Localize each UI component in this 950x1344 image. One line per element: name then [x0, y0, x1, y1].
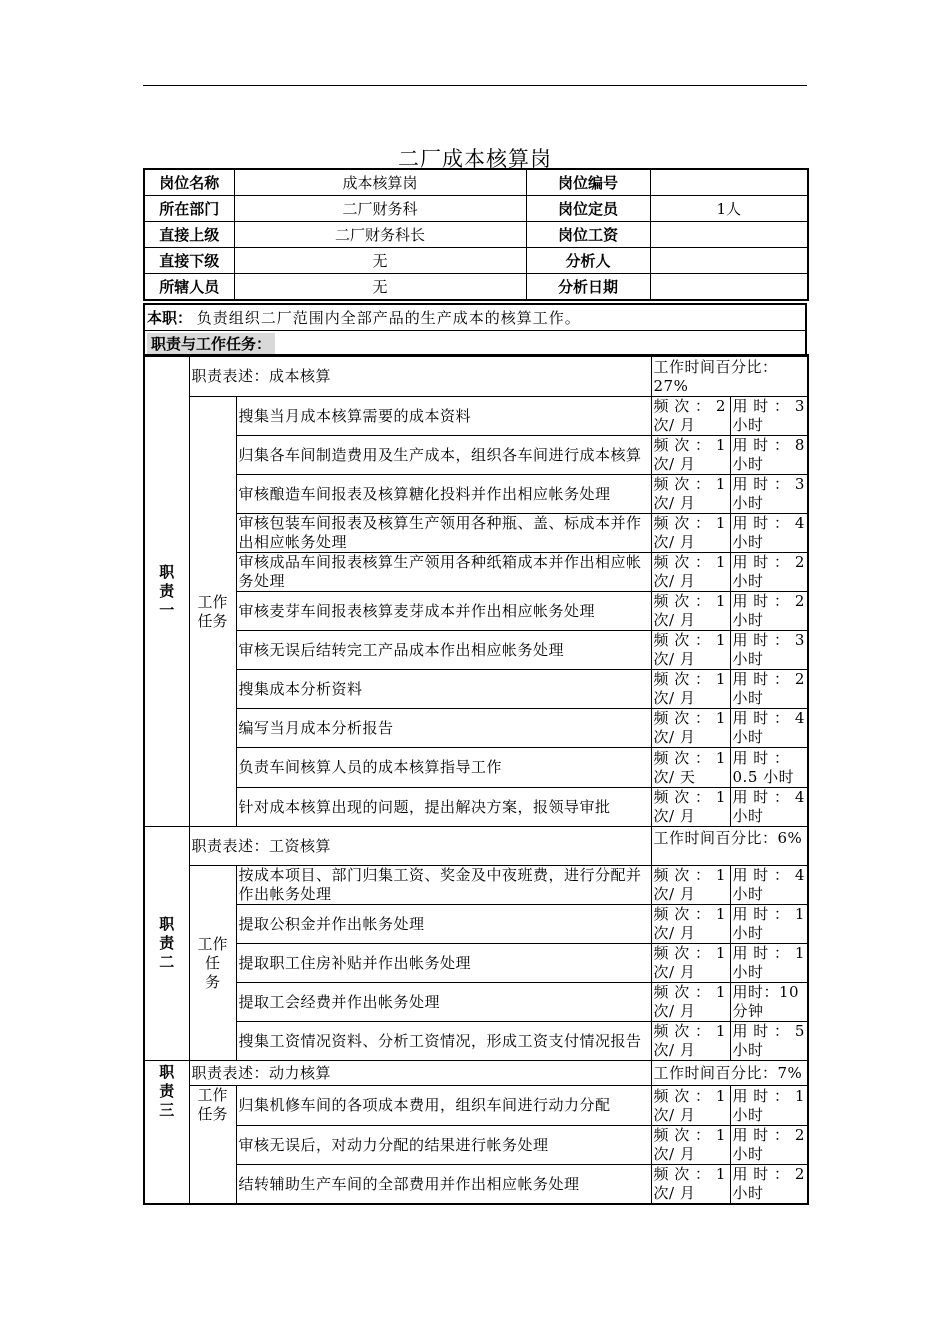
info-row [144, 196, 808, 222]
task-description: 负责车间核算人员的成本核算指导工作 [236, 748, 651, 788]
task-row [144, 1165, 808, 1205]
time-percentage: 工作时间百分比：7% [651, 1061, 808, 1086]
top-rule [143, 85, 807, 86]
duty-description: 职责表述：动力核算 [189, 1061, 651, 1086]
duty-name: 职 责 三 [144, 1061, 189, 1205]
task-row [144, 514, 808, 553]
task-frequency: 频 次 ： 1 次/ 月 [651, 631, 730, 670]
duty-description: 职责表述：成本核算 [189, 355, 651, 397]
duties-table [143, 354, 809, 1205]
field-label: 所在部门 [144, 196, 234, 222]
field-value: 无 [234, 274, 526, 301]
time-percentage: 工作时间百分比：6% [651, 827, 808, 866]
task-frequency: 频 次 ： 1 次/ 月 [651, 475, 730, 514]
duty-row [144, 355, 808, 397]
task-frequency: 频 次 ： 1 次/ 月 [651, 514, 730, 553]
job-summary-text: 负责组织二厂范围内全部产品的生产成本的核算工作。 [196, 309, 581, 327]
task-duration: 用 时 ： 1 小时 [730, 944, 808, 983]
task-description: 提取公积金并作出帐务处理 [236, 905, 651, 944]
field-label: 岗位工资 [526, 222, 650, 248]
section-heading-cell [144, 331, 806, 357]
task-duration: 用 时 ： 3 小时 [730, 397, 808, 436]
task-row [144, 397, 808, 436]
task-duration: 用 时 ： 1 小时 [730, 905, 808, 944]
task-description: 审核无误后，对动力分配的结果进行帐务处理 [236, 1126, 651, 1165]
task-row [144, 670, 808, 709]
task-description: 审核成品车间报表核算生产领用各种纸箱成本并作出相应帐务处理 [236, 553, 651, 592]
task-duration: 用 时 ： 3 小时 [730, 475, 808, 514]
field-value [650, 274, 808, 301]
field-label: 直接上级 [144, 222, 234, 248]
task-duration: 用 时 ： 4 小时 [730, 514, 808, 553]
task-row [144, 748, 808, 788]
task-description: 提取职工住房补贴并作出帐务处理 [236, 944, 651, 983]
task-frequency: 频 次 ： 1 次/ 月 [651, 1022, 730, 1061]
field-label: 分析日期 [526, 274, 650, 301]
job-summary-cell [144, 304, 806, 331]
task-row [144, 944, 808, 983]
task-row [144, 1022, 808, 1061]
info-row [144, 248, 808, 274]
task-duration: 用 时 ： 2 小时 [730, 670, 808, 709]
task-duration: 用 时 ： 2 小时 [730, 592, 808, 631]
task-duration: 用 时 ： 4 小时 [730, 709, 808, 748]
task-frequency: 频 次 ： 1 次/ 月 [651, 1126, 730, 1165]
task-row [144, 1086, 808, 1126]
work-task-label: 工作 任务 [189, 397, 236, 827]
task-row [144, 866, 808, 905]
task-row [144, 553, 808, 592]
task-description: 审核酿造车间报表及核算糖化投料并作出相应帐务处理 [236, 475, 651, 514]
field-label: 直接下级 [144, 248, 234, 274]
task-row [144, 592, 808, 631]
field-label: 所辖人员 [144, 274, 234, 301]
task-frequency: 频 次 ： 1 次/ 月 [651, 553, 730, 592]
task-duration: 用 时 ： 2 小时 [730, 1165, 808, 1205]
task-frequency: 频 次 ： 1 次/ 月 [651, 788, 730, 827]
task-frequency: 频 次 ： 1 次/ 月 [651, 436, 730, 475]
task-frequency: 频 次 ： 1 次/ 天 [651, 748, 730, 788]
info-row [144, 169, 808, 196]
work-task-label: 工作 任务 [189, 1086, 236, 1205]
field-value: 二厂财务科 [234, 196, 526, 222]
task-row [144, 983, 808, 1022]
task-duration: 用 时 ： 4 小时 [730, 788, 808, 827]
field-label: 岗位定员 [526, 196, 650, 222]
task-frequency: 频 次 ： 1 次/ 月 [651, 866, 730, 905]
task-duration: 用 时 ： 4 小时 [730, 866, 808, 905]
task-description: 搜集成本分析资料 [236, 670, 651, 709]
info-row [144, 274, 808, 301]
field-value [650, 169, 808, 196]
work-task-label: 工作 任 务 [189, 866, 236, 1061]
task-description: 结转辅助生产车间的全部费用并作出相应帐务处理 [236, 1165, 651, 1205]
task-description: 编写当月成本分析报告 [236, 709, 651, 748]
task-row [144, 436, 808, 475]
task-description: 归集机修车间的各项成本费用，组织车间进行动力分配 [236, 1086, 651, 1126]
task-row [144, 631, 808, 670]
field-value [650, 248, 808, 274]
task-description: 提取工会经费并作出帐务处理 [236, 983, 651, 1022]
summary-table [143, 303, 807, 357]
info-row [144, 222, 808, 248]
task-frequency: 频 次 ： 2 次/ 月 [651, 397, 730, 436]
document-title: 二厂成本核算岗 [398, 147, 552, 171]
duty-description: 职责表述：工资核算 [189, 827, 651, 866]
task-duration: 用 时 ： 0.5 小时 [730, 748, 808, 788]
task-row [144, 709, 808, 748]
task-frequency: 频 次 ： 1 次/ 月 [651, 670, 730, 709]
task-frequency: 频 次 ： 1 次/ 月 [651, 709, 730, 748]
task-duration: 用 时 ： 3 小时 [730, 631, 808, 670]
position-info-table [143, 168, 809, 301]
job-summary-label: 本职： [147, 309, 193, 327]
duty-row [144, 1061, 808, 1086]
task-frequency: 频 次 ： 1 次/ 月 [651, 1165, 730, 1205]
task-row [144, 788, 808, 827]
task-row [144, 475, 808, 514]
task-duration: 用 时 ： 1 小时 [730, 1086, 808, 1126]
field-label: 岗位名称 [144, 169, 234, 196]
task-frequency: 频 次 ： 1 次/ 月 [651, 905, 730, 944]
task-duration: 用时：10 分钟 [730, 983, 808, 1022]
task-duration: 用 时 ： 2 小时 [730, 553, 808, 592]
task-description: 归集各车间制造费用及生产成本，组织各车间进行成本核算 [236, 436, 651, 475]
duty-name: 职 责 二 [144, 827, 189, 1061]
task-description: 针对成本核算出现的问题，提出解决方案，报领导审批 [236, 788, 651, 827]
task-description: 审核麦芽车间报表核算麦芽成本并作出相应帐务处理 [236, 592, 651, 631]
task-frequency: 频 次 ： 1 次/ 月 [651, 1086, 730, 1126]
duty-row [144, 827, 808, 866]
task-frequency: 频 次 ： 1 次/ 月 [651, 944, 730, 983]
task-row [144, 1126, 808, 1165]
task-row [144, 905, 808, 944]
field-value: 1人 [650, 196, 808, 222]
task-description: 审核包装车间报表及核算生产领用各种瓶、盖、标成本并作出相应帐务处理 [236, 514, 651, 553]
field-value: 无 [234, 248, 526, 274]
field-value [650, 222, 808, 248]
task-description: 审核无误后结转完工产品成本作出相应帐务处理 [236, 631, 651, 670]
field-value: 成本核算岗 [234, 169, 526, 196]
field-label: 岗位编号 [526, 169, 650, 196]
task-frequency: 频 次 ： 1 次/ 月 [651, 983, 730, 1022]
task-duration: 用 时 ： 2 小时 [730, 1126, 808, 1165]
time-percentage: 工作时间百分比：27% [651, 355, 808, 397]
task-description: 搜集当月成本核算需要的成本资料 [236, 397, 651, 436]
section-heading: 职责与工作任务： [147, 333, 275, 354]
task-description: 按成本项目、部门归集工资、奖金及中夜班费，进行分配并作出帐务处理 [236, 866, 651, 905]
task-duration: 用 时 ： 8 小时 [730, 436, 808, 475]
field-label: 分析人 [526, 248, 650, 274]
duty-name: 职 责 一 [144, 355, 189, 827]
task-duration: 用 时 ： 5 小时 [730, 1022, 808, 1061]
task-frequency: 频 次 ： 1 次/ 月 [651, 592, 730, 631]
field-value: 二厂财务科长 [234, 222, 526, 248]
task-description: 搜集工资情况资料、分析工资情况，形成工资支付情况报告 [236, 1022, 651, 1061]
